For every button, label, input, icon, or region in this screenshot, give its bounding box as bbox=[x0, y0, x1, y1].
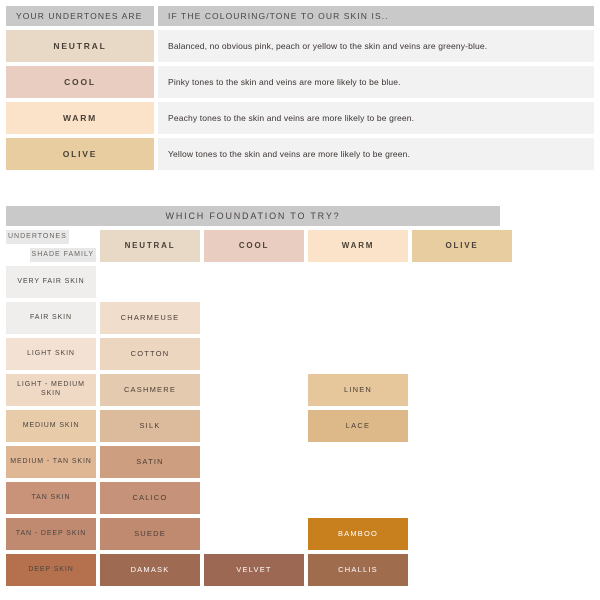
undertone-label-cool: COOL bbox=[6, 66, 154, 98]
undertone-desc-neutral: Balanced, no obvious pink, peach or yellow to the skin and veins are greeny-blue. bbox=[158, 30, 594, 62]
undertone-label-neutral: NEUTRAL bbox=[6, 30, 154, 62]
matrix-column-header-neutral: NEUTRAL bbox=[100, 230, 200, 262]
matrix-cell-empty bbox=[412, 266, 512, 298]
undertone-label-warm: WARM bbox=[6, 102, 154, 134]
matrix-cell-empty bbox=[100, 266, 200, 298]
undertone-desc-warm: Peachy tones to the skin and veins are more likely to be green. bbox=[158, 102, 594, 134]
matrix-row-label: MEDIUM SKIN bbox=[6, 410, 96, 442]
table-row bbox=[6, 66, 594, 98]
matrix-row-label: VERY FAIR SKIN bbox=[6, 266, 96, 298]
undertone-header-right: IF THE COLOURING/TONE TO OUR SKIN IS.. bbox=[158, 6, 594, 26]
matrix-row-label: LIGHT SKIN bbox=[6, 338, 96, 370]
matrix-shade-calico: CALICO bbox=[100, 482, 200, 514]
matrix-cell-empty bbox=[412, 302, 512, 334]
table-row bbox=[6, 138, 594, 170]
undertone-table-header bbox=[6, 6, 594, 26]
matrix-title: WHICH FOUNDATION TO TRY? bbox=[6, 206, 500, 226]
matrix-cell-empty bbox=[204, 374, 304, 406]
matrix-cell-empty bbox=[412, 518, 512, 550]
undertone-header-left: YOUR UNDERTONES ARE bbox=[6, 6, 154, 26]
matrix-cell-empty bbox=[412, 410, 512, 442]
matrix-shade-challis: CHALLIS bbox=[308, 554, 408, 586]
matrix-shade-silk: SILK bbox=[100, 410, 200, 442]
matrix-cell-empty bbox=[204, 338, 304, 370]
matrix-cell-empty bbox=[204, 410, 304, 442]
undertone-desc-olive: Yellow tones to the skin and veins are more likely to be green. bbox=[158, 138, 594, 170]
undertone-table bbox=[6, 6, 594, 174]
matrix-column-header-cool: COOL bbox=[204, 230, 304, 262]
matrix-shade-charmeuse: CHARMEUSE bbox=[100, 302, 200, 334]
undertone-desc-cool: Pinky tones to the skin and veins are more likely to be blue. bbox=[158, 66, 594, 98]
matrix-shade-velvet: VELVET bbox=[204, 554, 304, 586]
matrix-shade-cotton: COTTON bbox=[100, 338, 200, 370]
foundation-matrix bbox=[6, 206, 594, 586]
matrix-grid bbox=[6, 230, 594, 586]
matrix-row-label: LIGHT - MEDIUM SKIN bbox=[6, 374, 96, 406]
matrix-cell-empty bbox=[412, 374, 512, 406]
table-row bbox=[6, 30, 594, 62]
matrix-shade-cashmere: CASHMERE bbox=[100, 374, 200, 406]
matrix-row-label: TAN SKIN bbox=[6, 482, 96, 514]
matrix-corner-undertones: UNDERTONES bbox=[6, 230, 69, 244]
matrix-cell-empty bbox=[308, 482, 408, 514]
matrix-corner-shade-family: SHADE FAMILY bbox=[30, 248, 96, 262]
matrix-cell-empty bbox=[412, 446, 512, 478]
matrix-cell-empty bbox=[204, 302, 304, 334]
matrix-row-label: DEEP SKIN bbox=[6, 554, 96, 586]
matrix-cell-empty bbox=[204, 446, 304, 478]
matrix-corner-header bbox=[6, 230, 96, 262]
matrix-cell-empty bbox=[204, 482, 304, 514]
matrix-shade-bamboo: BAMBOO bbox=[308, 518, 408, 550]
matrix-shade-satin: SATIN bbox=[100, 446, 200, 478]
matrix-cell-empty bbox=[204, 266, 304, 298]
matrix-cell-empty bbox=[308, 266, 408, 298]
matrix-shade-damask: DAMASK bbox=[100, 554, 200, 586]
undertone-label-olive: OLIVE bbox=[6, 138, 154, 170]
matrix-shade-suede: SUEDE bbox=[100, 518, 200, 550]
matrix-column-header-olive: OLIVE bbox=[412, 230, 512, 262]
matrix-cell-empty bbox=[412, 554, 512, 586]
matrix-row-label: TAN - DEEP SKIN bbox=[6, 518, 96, 550]
matrix-column-header-warm: WARM bbox=[308, 230, 408, 262]
matrix-row-label: FAIR SKIN bbox=[6, 302, 96, 334]
matrix-row-label: MEDIUM - TAN SKIN bbox=[6, 446, 96, 478]
matrix-cell-empty bbox=[308, 446, 408, 478]
matrix-cell-empty bbox=[308, 338, 408, 370]
table-row bbox=[6, 102, 594, 134]
matrix-cell-empty bbox=[204, 518, 304, 550]
matrix-cell-empty bbox=[308, 302, 408, 334]
matrix-shade-lace: LACE bbox=[308, 410, 408, 442]
matrix-cell-empty bbox=[412, 338, 512, 370]
matrix-shade-linen: LINEN bbox=[308, 374, 408, 406]
matrix-cell-empty bbox=[412, 482, 512, 514]
